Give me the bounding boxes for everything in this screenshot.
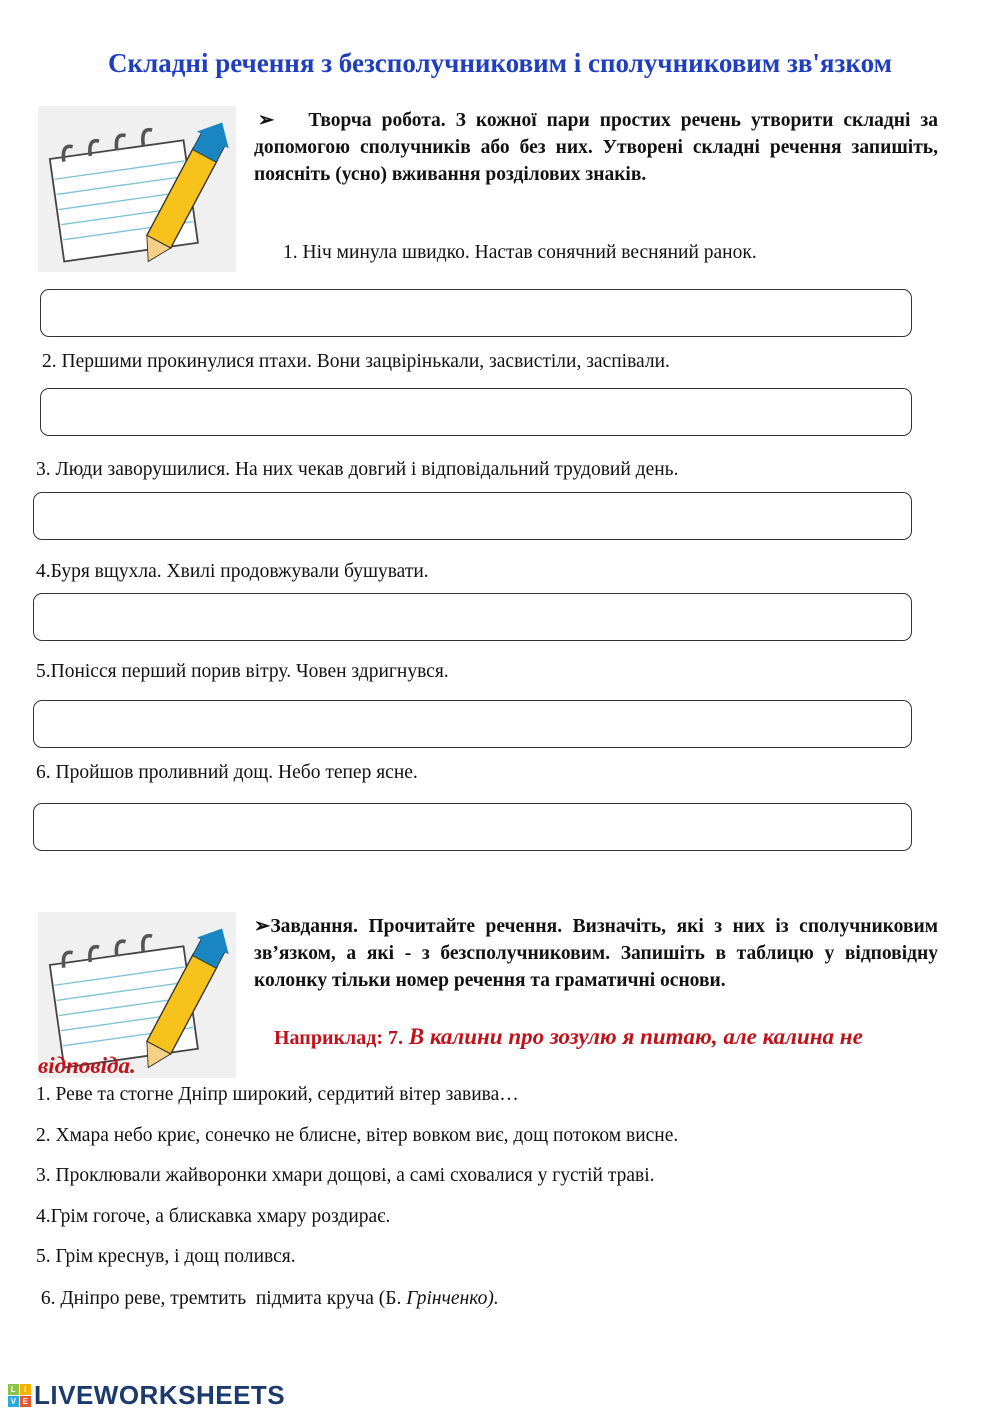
answer-input-3[interactable] <box>33 492 912 540</box>
answer-input-4[interactable] <box>33 593 912 641</box>
example-sentence: В калини про зозулю я питаю, але калина не відповіда. <box>38 1024 863 1078</box>
task1-sentence: 4.Буря вщухла. Хвилі продовжували бушувати. <box>36 561 429 582</box>
task2-sentence: 4.Грім гогоче, а блискавка хмару роздирає. <box>36 1206 391 1227</box>
answer-input-2[interactable] <box>40 388 912 436</box>
liveworksheets-logo <box>8 1380 285 1411</box>
task1-sentence: 6. Пройшов проливний дощ. Небо тепер ясне. <box>36 762 418 783</box>
task2-sentence: 3. Проклювали жайворонки хмари дощові, а самі сховалися у густій траві. <box>36 1165 655 1186</box>
task1-sentence: 2. Першими прокинулися птахи. Вони зацвірінькали, засвистіли, заспівали. <box>42 351 670 372</box>
task1-instruction: Творча робота. З кожної пари простих речень утворити складні за допомогою сполучників або без них. Утворені складні речення запишіть, поясніть (усно) вживання розділових знаків. <box>254 110 938 185</box>
task2-sentence: 2. Хмара небо криє, сонечко не блисне, вітер вовком виє, дощ потоком висне. <box>36 1125 679 1146</box>
arrow-bullet-icon: ➢ <box>258 110 275 131</box>
answer-input-1[interactable] <box>40 289 912 337</box>
arrow-bullet-icon: ➢ <box>254 916 271 937</box>
task2-sentence: 1. Реве та стогне Дніпр широкий, сердитий вітер завива… <box>36 1084 519 1105</box>
answer-input-6[interactable] <box>33 803 912 851</box>
task2-sentence: 5. Грім креснув, і дощ полився. <box>36 1246 296 1267</box>
task1-sentence: 1. Ніч минула швидко. Настав сонячний весняний ранок. <box>283 242 757 263</box>
page-title: Складні речення з безсполучниковим і сполучниковим зв'язком <box>108 48 892 78</box>
author-name: Грінченко). <box>406 1288 499 1309</box>
answer-input-5[interactable] <box>33 700 912 748</box>
task1-sentence: 5.Понісся перший порив вітру. Човен здригнувся. <box>36 661 449 682</box>
task2-instruction: Завдання. Прочитайте речення. Визначіть, які з них із сполучниковим зв’язком, а які - з безсполучниковим. Запишіть в таблицю у відповідну колонку тільки номер речення та граматичні основи. <box>254 916 938 991</box>
task2-sentence: 6. Дніпро реве, тремтить підмита круча (Б. <box>36 1288 407 1309</box>
task1-sentence: 3. Люди заворушилися. На них чекав довгий і відповідальний трудовий день. <box>36 459 679 480</box>
logo-text: LIVEWORKSHEETS <box>34 1380 286 1410</box>
notebook-pencil-image <box>38 106 236 272</box>
example-label: Наприклад: 7. <box>274 1027 403 1049</box>
logo-badge-icon: L I V E <box>8 1384 31 1407</box>
